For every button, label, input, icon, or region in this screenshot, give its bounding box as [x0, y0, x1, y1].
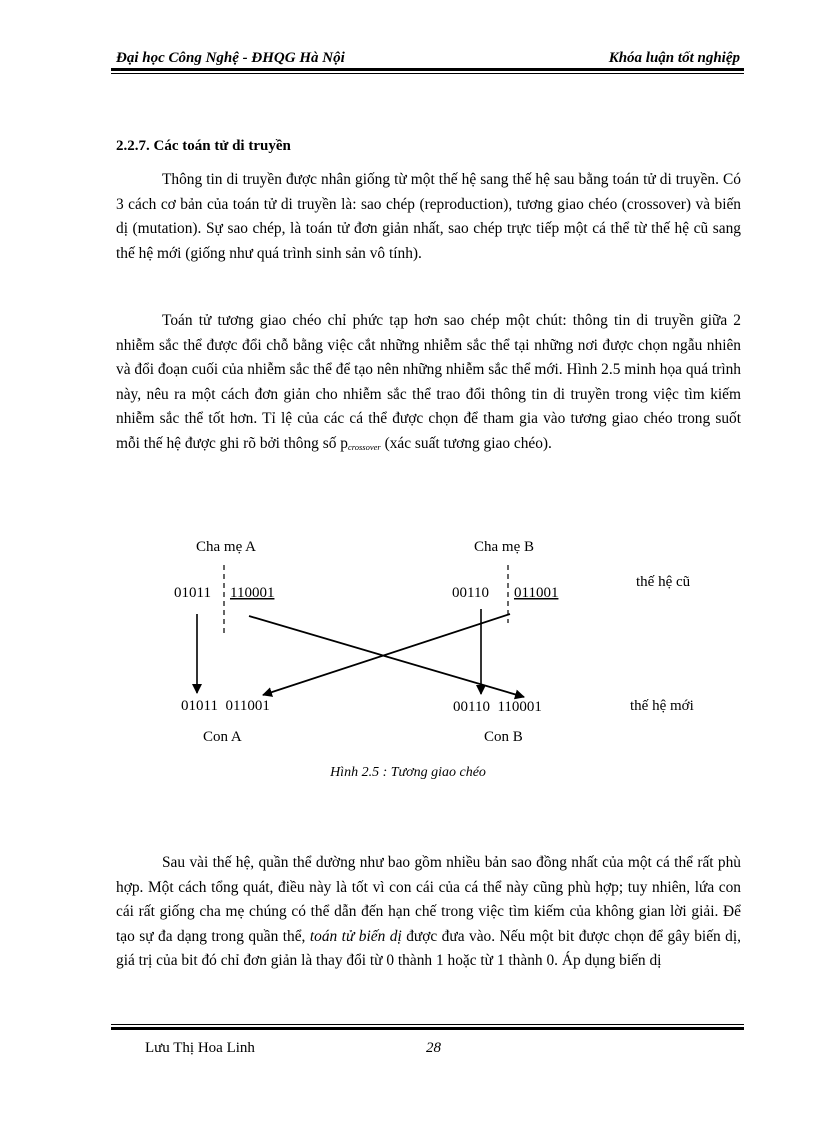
- crossover-parameter-subscript: crossover: [347, 441, 381, 452]
- paragraph-3: [116, 851, 741, 974]
- child-a-label: Con A: [203, 729, 242, 745]
- parent-b-head-bits: 00110: [452, 585, 489, 601]
- paragraph-2-text: Toán tử tương giao chéo chỉ phức tạp hơn sao chép một chút: thông tin di truyền giữa 2 nhiễm sắc thể được đổi chỗ bằng việc cắt những nhiễm sắc thể tại những nơi được chọn ngẫu nhiên và đổi đoạn cuối của nhiễm sắc thể để tạo nên những nhiễm sắc thể mới. Hình 2.5 minh họa quá trình này, nêu ra một cách đơn giản cho nhiễm sắc thể trao đổi thông tin di truyền trong việc tìm kiếm nhiễm sắc thể tốt hơn. Tỉ lệ của các cá thể được chọn để tham gia vào tương giao chéo trong suốt mỗi thế hệ được ghi rõ bởi thông số: [116, 312, 741, 452]
- new-generation-label: thế hệ mới: [630, 698, 694, 714]
- paragraph-1-text: Thông tin di truyền được nhân giống từ một thế hệ sang thế hệ sau bằng toán tử di truyền. Có 3 cách cơ bản của toán tử di truyền là: sao chép (reproduction), tương giao chéo (crossover) và biến dị (mutation). Sự sao chép, là toán tử đơn giản nhất, sao chép trực tiếp một cá thể từ thế hệ cũ sang thế hệ mới (giống như quá trình sinh sản vô tính).: [116, 171, 741, 262]
- figure-caption: Hình 2.5 : Tương giao chéo: [330, 765, 486, 780]
- footer-rule-thin: [111, 1024, 744, 1025]
- parent-a-tail-bits: 110001: [230, 585, 275, 601]
- parent-b-label: Cha mẹ B: [474, 539, 534, 555]
- header-rule-thick: [111, 68, 744, 71]
- child-a-bits: 01011 011001: [181, 698, 270, 714]
- header-rule-thin: [111, 73, 744, 74]
- paragraph-3-tail: được đưa vào. Nếu một bit được chọn để gây biến dị, giá trị của bit đó chỉ đơn giản là thay đổi từ 0 thành 1 hoặc từ 1 thành 0. Áp dụng biến dị: [116, 927, 742, 969]
- header-thesis-title: Khóa luận tốt nghiệp: [608, 50, 740, 66]
- paragraph-2-tail: (xác suất tương giao chéo).: [384, 434, 552, 452]
- header-university: Đại học Công Nghệ - ĐHQG Hà Nội: [116, 50, 345, 66]
- child-b-label: Con B: [484, 729, 523, 745]
- mutation-operator-term: toán tử biến dị: [309, 927, 402, 945]
- footer-rule-thick: [111, 1027, 744, 1030]
- crossover-diagram: [0, 520, 816, 760]
- paragraph-2: [116, 309, 741, 459]
- page-number: 28: [426, 1040, 441, 1056]
- crossover-parameter-base: p: [340, 434, 348, 452]
- child-b-bits: 00110 110001: [453, 699, 542, 715]
- old-generation-label: thế hệ cũ: [636, 574, 691, 590]
- paragraph-1: [116, 168, 741, 266]
- crossover-parameter: [340, 435, 380, 452]
- parent-a-label: Cha mẹ A: [196, 539, 256, 555]
- arrow-a-tail-to-child-b: [249, 616, 524, 697]
- footer-author: Lưu Thị Hoa Linh: [145, 1040, 255, 1056]
- parent-a-head-bits: 01011: [174, 585, 211, 601]
- paragraph-3-text: Sau vài thế hệ, quần thể dường như bao gồm nhiều bản sao đồng nhất của một cá thể rất phù hợp. Một cách tổng quát, điều này là tốt vì con cái của cá thể này cũng phù hợp; tuy nhiên, lứa con cái rất giống cha mẹ chúng có thể dẫn đến hạn chế trong việc tìm kiếm của không gian lời giải. Để tạo sự đa dạng trong quần thể,: [116, 854, 741, 945]
- section-heading: 2.2.7. Các toán tử di truyền: [116, 138, 291, 154]
- parent-b-tail-bits: 011001: [514, 585, 559, 601]
